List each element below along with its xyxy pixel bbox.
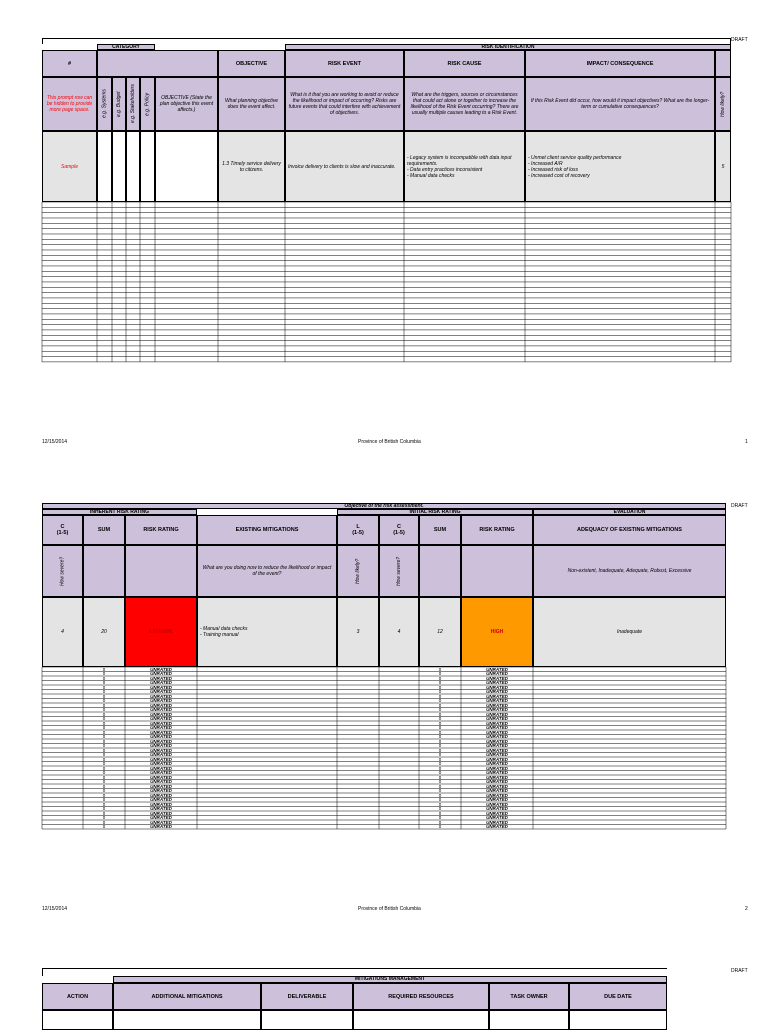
row-risk-rating: UNRATED — [486, 743, 508, 748]
row-risk-rating: UNRATED — [150, 684, 172, 690]
p2-sample-sum2: 12 — [419, 597, 461, 667]
p3-header-action: ACTION — [42, 983, 113, 1010]
row-sum-value: 0 — [102, 725, 106, 730]
sample-cat-1 — [97, 131, 112, 202]
p2-header-c: C (1-5) — [42, 515, 83, 545]
p3-header-resources: REQUIRED RESOURCES — [353, 983, 489, 1010]
row-sum-value: 0 — [102, 774, 106, 780]
row-sum-value: 0 — [102, 680, 106, 685]
row-sum-value: 0 — [438, 788, 442, 793]
row-sum-value: 0 — [438, 671, 442, 676]
row-sum-value: 0 — [438, 720, 442, 726]
row-risk-rating: UNRATED — [486, 806, 508, 811]
p2-prompt-severe: How severe? — [42, 545, 83, 597]
prompt-systems: e.g. Systems — [97, 77, 112, 131]
p2-sample-c: 4 — [42, 597, 83, 667]
row-sum-value: 0 — [102, 815, 106, 820]
row-sum-value: 0 — [438, 693, 442, 699]
p2-header-risk-rating2: RISK RATING — [461, 515, 533, 545]
row-sum-value: 0 — [102, 684, 106, 690]
row-risk-rating: UNRATED — [486, 797, 508, 802]
row-sum-value: 0 — [102, 711, 106, 717]
p2-header-adequacy: ADEQUACY OF EXISTING MITIGATIONS — [533, 515, 726, 545]
row-sum-value: 0 — [102, 810, 106, 816]
row-risk-rating: UNRATED — [150, 756, 172, 762]
row-risk-rating: UNRATED — [150, 702, 172, 708]
row-sum-value: 0 — [438, 725, 442, 730]
row-sum-value: 0 — [438, 729, 442, 735]
row-risk-rating: UNRATED — [150, 765, 172, 771]
row-risk-rating: UNRATED — [150, 752, 172, 757]
row-sum-value: 0 — [438, 716, 442, 721]
row-risk-rating: UNRATED — [150, 689, 172, 694]
row-risk-rating: UNRATED — [150, 716, 172, 721]
p2-prompt-rating2 — [461, 545, 533, 597]
risk-identification-band: RISK IDENTIFICATION — [285, 44, 731, 50]
row-sum-value: 0 — [102, 747, 106, 753]
p3-row-action — [42, 1010, 113, 1030]
row-sum-value: 0 — [438, 752, 442, 757]
row-sum-value: 0 — [102, 716, 106, 721]
category-band: CATEGORY — [97, 44, 155, 50]
row-risk-rating: UNRATED — [486, 680, 508, 685]
p3-row-resources — [353, 1010, 489, 1030]
prompt-impact: If this Risk Event did occur, how would it impact objectives? What are the longer-term or cumulative consequences? — [525, 77, 715, 131]
row-risk-rating: UNRATED — [486, 693, 508, 699]
row-risk-rating: UNRATED — [486, 702, 508, 708]
row-risk-rating: UNRATED — [486, 788, 508, 793]
row-risk-rating: UNRATED — [486, 770, 508, 775]
row-sum-value: 0 — [102, 734, 106, 739]
row-risk-rating: UNRATED — [486, 738, 508, 744]
row-risk-rating: UNRATED — [486, 734, 508, 739]
row-sum-value: 0 — [438, 743, 442, 748]
row-sum-value: 0 — [438, 707, 442, 712]
p2-sample-rating-extreme: EXTREME — [125, 597, 197, 667]
sample-risk-cause: - Legacy system is incompatible with data input requirements. - Data entry practices inconsistent - Manual data checks — [404, 131, 525, 202]
footer-org-2: Province of British Columbia — [358, 906, 421, 912]
row-sum-value: 0 — [438, 689, 442, 694]
row-sum-value: 0 — [102, 801, 106, 807]
row-sum-value: 0 — [102, 666, 106, 672]
row-risk-rating: UNRATED — [486, 761, 508, 766]
p2-sample-adequacy: Inadequate — [533, 597, 726, 667]
row-risk-rating: UNRATED — [150, 734, 172, 739]
row-sum-value: 0 — [102, 752, 106, 757]
row-sum-value: 0 — [438, 797, 442, 802]
row-sum-value: 0 — [102, 698, 106, 703]
row-sum-value: 0 — [102, 720, 106, 726]
header-risk-event: RISK EVENT — [285, 50, 404, 77]
row-sum-value: 0 — [102, 779, 106, 784]
p2-sample-sum: 20 — [83, 597, 125, 667]
row-sum-value: 0 — [438, 734, 442, 739]
row-risk-rating: UNRATED — [150, 806, 172, 811]
row-risk-rating: UNRATED — [150, 675, 172, 681]
row-sum-value: 0 — [102, 693, 106, 699]
sample-cat-3 — [126, 131, 140, 202]
row-risk-rating: UNRATED — [150, 711, 172, 717]
row-sum-value: 0 — [438, 819, 442, 825]
prompt-stakeholders: e.g. Stakeholders — [126, 77, 140, 131]
prompt-likely: How likely? — [715, 77, 731, 131]
row-risk-rating: UNRATED — [486, 671, 508, 676]
p3-header-deliverable: DELIVERABLE — [261, 983, 353, 1010]
row-sum-value: 0 — [438, 801, 442, 807]
row-risk-rating: UNRATED — [486, 720, 508, 726]
row-risk-rating: UNRATED — [150, 761, 172, 766]
mitigations-band: MITIGATIONS MANAGEMENT — [113, 976, 667, 983]
row-risk-rating: UNRATED — [486, 779, 508, 784]
row-sum-value: 0 — [102, 792, 106, 798]
row-sum-value: 0 — [438, 806, 442, 811]
row-risk-rating: UNRATED — [150, 797, 172, 802]
p2-prompt-severe2: How severe? — [379, 545, 419, 597]
p2-header-sum2: SUM — [419, 515, 461, 545]
row-risk-rating: UNRATED — [150, 671, 172, 676]
row-sum-value: 0 — [102, 797, 106, 802]
initial-band: INITIAL RISK RATING — [337, 509, 533, 515]
row-sum-value: 0 — [102, 761, 106, 766]
row-sum-value: 0 — [102, 675, 106, 681]
row-risk-rating: UNRATED — [486, 752, 508, 757]
draft-label: DRAFT — [731, 37, 748, 43]
header-number: # — [42, 50, 97, 77]
p3-header-additional: ADDITIONAL MITIGATIONS — [113, 983, 261, 1010]
p2-header-c2: C (1-5) — [379, 515, 419, 545]
row-sum-value: 0 — [102, 770, 106, 775]
draft-label-3: DRAFT — [731, 968, 748, 974]
row-risk-rating: UNRATED — [150, 743, 172, 748]
p3-row-owner — [489, 1010, 569, 1030]
row-sum-value: 0 — [102, 765, 106, 771]
footer-org-1: Province of British Columbia — [358, 439, 421, 445]
row-sum-value: 0 — [438, 756, 442, 762]
row-sum-value: 0 — [102, 707, 106, 712]
row-risk-rating: UNRATED — [150, 815, 172, 820]
row-risk-rating: UNRATED — [150, 680, 172, 685]
evaluation-band: EVALUATION — [533, 509, 726, 515]
row-risk-rating: UNRATED — [486, 815, 508, 820]
row-risk-rating: UNRATED — [486, 707, 508, 712]
row-risk-rating: UNRATED — [150, 738, 172, 744]
row-risk-rating: UNRATED — [486, 792, 508, 798]
row-risk-rating: UNRATED — [486, 747, 508, 753]
row-sum-value: 0 — [102, 756, 106, 762]
sample-cat-4 — [140, 131, 155, 202]
prompt-note: This prompt row can be hidden to provide more page space. — [42, 77, 97, 131]
row-sum-value: 0 — [438, 792, 442, 798]
row-risk-rating: UNRATED — [150, 810, 172, 816]
row-risk-rating: UNRATED — [150, 788, 172, 793]
p3-row-deliverable — [261, 1010, 353, 1030]
row-sum-value: 0 — [438, 770, 442, 775]
row-sum-value: 0 — [102, 702, 106, 708]
footer-date-1: 12/15/2014 — [42, 439, 68, 445]
p2-header-risk-rating: RISK RATING — [125, 515, 197, 545]
row-risk-rating: UNRATED — [486, 819, 508, 825]
row-risk-rating: UNRATED — [150, 824, 172, 829]
row-risk-rating: UNRATED — [486, 666, 508, 672]
draft-label-2: DRAFT — [731, 503, 748, 509]
p2-sample-l: 3 — [337, 597, 379, 667]
row-sum-value: 0 — [438, 810, 442, 816]
row-sum-value: 0 — [438, 815, 442, 820]
footer-page-2: 2 — [745, 906, 748, 912]
row-sum-value: 0 — [102, 783, 106, 789]
row-sum-value: 0 — [438, 824, 442, 829]
p3-top-border — [42, 968, 667, 976]
row-sum-value: 0 — [102, 729, 106, 735]
row-risk-rating: UNRATED — [150, 720, 172, 726]
p2-prompt-sum2 — [419, 545, 461, 597]
sample-impact: - Unmet client service quality performance - Increased A/R - Increased risk of loss - Increased cost of recovery — [525, 131, 715, 202]
row-risk-rating: UNRATED — [150, 747, 172, 753]
row-risk-rating: UNRATED — [486, 765, 508, 771]
row-sum-value: 0 — [102, 689, 106, 694]
table-top-border — [42, 38, 731, 44]
p2-header-l: L (1-5) — [337, 515, 379, 545]
p2-prompt-likely: How likely? — [337, 545, 379, 597]
sample-cat-2 — [112, 131, 126, 202]
prompt-objective-plan: OBJECTIVE (State the plan objective this event affects.) — [155, 77, 218, 131]
row-risk-rating: UNRATED — [486, 689, 508, 694]
row-risk-rating: UNRATED — [486, 756, 508, 762]
row-risk-rating: UNRATED — [486, 783, 508, 789]
p2-sample-c2: 4 — [379, 597, 419, 667]
row-risk-rating: UNRATED — [486, 716, 508, 721]
p2-prompt-adequacy: Non-existent, Inadequate, Adequate, Robust, Excessive — [533, 545, 726, 597]
row-sum-value: 0 — [438, 765, 442, 771]
p2-prompt-rating — [125, 545, 197, 597]
inherent-band: INHERENT RISK RATING — [42, 509, 197, 515]
row-risk-rating: UNRATED — [150, 698, 172, 703]
row-sum-value: 0 — [102, 738, 106, 744]
sample-risk-event: Invoice delivery to clients is slow and inaccurate. — [285, 131, 404, 202]
prompt-objective: What planning objective does the event affect. — [218, 77, 285, 131]
row-sum-value: 0 — [438, 684, 442, 690]
footer-page-1: 1 — [745, 439, 748, 445]
prompt-risk-event: What is it that you are working to avoid or reduce the likelihood or impact of occurring? Risks are future events that could interfere with achievement of objectives. — [285, 77, 404, 131]
row-sum-value: 0 — [438, 747, 442, 753]
sample-label: Sample — [42, 131, 97, 202]
row-sum-value: 0 — [438, 675, 442, 681]
p3-header-due: DUE DATE — [569, 983, 667, 1010]
row-risk-rating: UNRATED — [150, 801, 172, 807]
row-risk-rating: UNRATED — [486, 810, 508, 816]
row-sum-value: 0 — [102, 671, 106, 676]
row-sum-value: 0 — [102, 824, 106, 829]
row-risk-rating: UNRATED — [486, 675, 508, 681]
p3-row-additional — [113, 1010, 261, 1030]
row-risk-rating: UNRATED — [150, 693, 172, 699]
row-risk-rating: UNRATED — [150, 666, 172, 672]
prompt-budget: e.g. Budget — [112, 77, 126, 131]
p2-header-sum: SUM — [83, 515, 125, 545]
row-risk-rating: UNRATED — [486, 801, 508, 807]
row-sum-value: 0 — [438, 711, 442, 717]
row-risk-rating: UNRATED — [486, 824, 508, 829]
row-sum-value: 0 — [438, 774, 442, 780]
row-sum-value: 0 — [438, 702, 442, 708]
p2-prompt-sum — [83, 545, 125, 597]
row-sum-value: 0 — [438, 761, 442, 766]
p2-header-existing: EXISTING MITIGATIONS — [197, 515, 337, 545]
sample-likelihood: 5 — [715, 131, 731, 202]
header-category — [97, 50, 218, 77]
row-sum-value: 0 — [102, 819, 106, 825]
row-sum-value: 0 — [438, 779, 442, 784]
sample-objective: 1.3 Timely service delivery to citizens. — [218, 131, 285, 202]
p3-row-due — [569, 1010, 667, 1030]
header-impact: IMPACT/ CONSEQUENCE — [525, 50, 715, 77]
p2-sample-existing: - Manual data checks - Training manual — [197, 597, 337, 667]
p2-sample-rating-high: HIGH — [461, 597, 533, 667]
row-sum-value: 0 — [102, 788, 106, 793]
row-risk-rating: UNRATED — [486, 774, 508, 780]
row-risk-rating: UNRATED — [150, 770, 172, 775]
row-risk-rating: UNRATED — [486, 684, 508, 690]
header-risk-cause: RISK CAUSE — [404, 50, 525, 77]
row-risk-rating: UNRATED — [150, 729, 172, 735]
p2-prompt-existing: What are you doing now to reduce the likelihood or impact of the event? — [197, 545, 337, 597]
row-sum-value: 0 — [102, 743, 106, 748]
row-risk-rating: UNRATED — [486, 711, 508, 717]
row-sum-value: 0 — [102, 806, 106, 811]
row-risk-rating: UNRATED — [150, 783, 172, 789]
row-risk-rating: UNRATED — [150, 725, 172, 730]
row-sum-value: 0 — [438, 680, 442, 685]
row-risk-rating: UNRATED — [150, 819, 172, 825]
row-risk-rating: UNRATED — [486, 698, 508, 703]
prompt-risk-cause: What are the triggers, sources or circumstances that could act alone or together to increase the likelihood of the Risk Event occurring? There are usually multiple causes leading to a Risk Event. — [404, 77, 525, 131]
header-likelihood — [715, 50, 731, 77]
sample-objective-plan — [155, 131, 218, 202]
footer-date-2: 12/15/2014 — [42, 906, 68, 912]
prompt-policy: e.g. Policy — [140, 77, 155, 131]
row-sum-value: 0 — [438, 738, 442, 744]
objective-band: Objective of the risk assessment. — [42, 503, 726, 509]
row-sum-value: 0 — [438, 666, 442, 672]
row-risk-rating: UNRATED — [150, 774, 172, 780]
p3-header-owner: TASK OWNER — [489, 983, 569, 1010]
row-risk-rating: UNRATED — [150, 707, 172, 712]
row-risk-rating: UNRATED — [486, 729, 508, 735]
row-risk-rating: UNRATED — [150, 779, 172, 784]
header-objective: OBJECTIVE — [218, 50, 285, 77]
row-sum-value: 0 — [438, 698, 442, 703]
row-risk-rating: UNRATED — [486, 725, 508, 730]
row-risk-rating: UNRATED — [150, 792, 172, 798]
row-sum-value: 0 — [438, 783, 442, 789]
